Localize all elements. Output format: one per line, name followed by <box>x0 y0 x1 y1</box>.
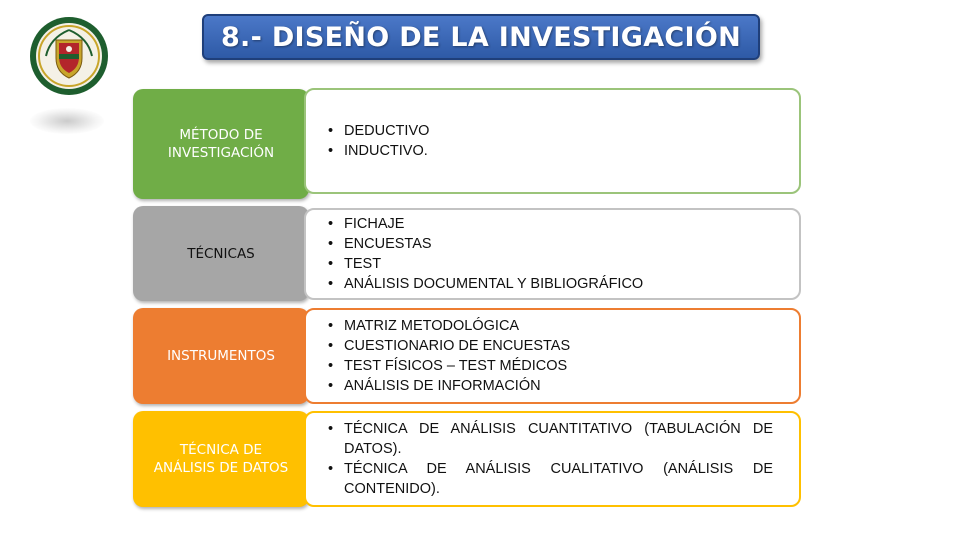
row-label: INSTRUMENTOS <box>167 348 275 364</box>
page-title: 8.- DISEÑO DE LA INVESTIGACIÓN <box>220 21 742 53</box>
content-box-tecnicas <box>304 208 801 300</box>
bullet-list <box>324 214 643 294</box>
list-item: • ENCUESTAS <box>324 234 643 254</box>
label-box-analisis-datos <box>133 411 309 507</box>
list-item: • MATRIZ METODOLÓGICA <box>324 316 570 336</box>
title-banner <box>202 14 760 60</box>
list-item: • FICHAJE <box>324 214 643 234</box>
list-item: • CUESTIONARIO DE ENCUESTAS <box>324 336 570 356</box>
bullet-list <box>324 419 799 499</box>
content-box-analisis-datos <box>304 411 801 507</box>
label-box-metodo <box>133 89 309 199</box>
bullet-list <box>324 121 429 161</box>
list-item: • TEST <box>324 254 643 274</box>
list-item: • TÉCNICA DE ANÁLISIS CUANTITATIVO (TABULACIÓN DE DATOS). <box>324 419 799 459</box>
list-item: • TÉCNICA DE ANÁLISIS CUALITATIVO (ANÁLISIS DE CONTENIDO). <box>324 459 799 499</box>
list-item: • TEST FÍSICOS – TEST MÉDICOS <box>324 356 570 376</box>
list-item: • DEDUCTIVO <box>324 121 429 141</box>
label-box-tecnicas <box>133 206 309 301</box>
row-label: MÉTODO DE INVESTIGACIÓN <box>167 127 275 161</box>
row-label: TÉCNICAS <box>187 245 255 262</box>
list-item: • ANÁLISIS DOCUMENTAL Y BIBLIOGRÁFICO <box>324 274 643 294</box>
bullet-list <box>324 316 570 396</box>
row-label: TÉCNICA DE ANÁLISIS DE DATOS <box>153 442 289 476</box>
list-item: • INDUCTIVO. <box>324 141 429 161</box>
label-box-instrumentos <box>133 308 309 404</box>
university-seal-icon <box>26 16 112 96</box>
content-box-instrumentos <box>304 308 801 404</box>
logo-shadow <box>30 108 104 134</box>
list-item: • ANÁLISIS DE INFORMACIÓN <box>324 376 570 396</box>
content-box-metodo <box>304 88 801 194</box>
